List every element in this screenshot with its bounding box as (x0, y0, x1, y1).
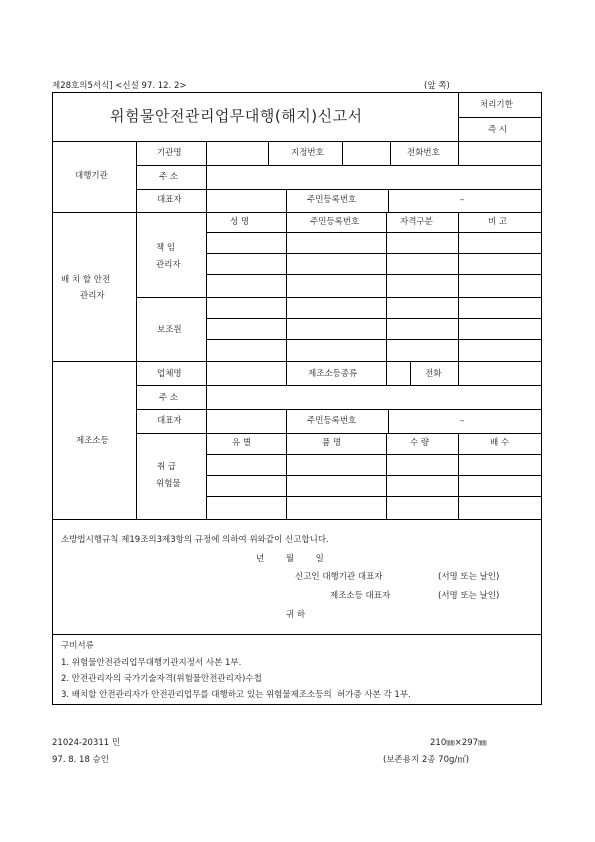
reporter-agency-rep: 신고인 대행기관 대표자 (295, 572, 383, 582)
handled-hazmat-label-2: 위험물 (156, 479, 181, 489)
hazmat-col-multiple: 배 수 (490, 438, 510, 448)
processing-label: 처리기한 (480, 100, 513, 110)
agency-representative-field[interactable] (207, 190, 285, 211)
reporter-facility-rep: 제조소등 대표자 (330, 591, 391, 601)
facility-type-label: 제조소등종류 (308, 369, 358, 379)
managers-col-qualification: 자격구분 (400, 217, 433, 227)
facility-company-label: 업체명 (157, 369, 182, 379)
attachments-title: 구비서류 (61, 641, 94, 651)
managers-col-note: 비 고 (488, 217, 508, 227)
declaration-statement: 소방법시행규칙 제19조의3제3항의 규정에 의하여 위와같이 신고합니다. (61, 535, 329, 545)
facility-phone-label: 전화 (425, 369, 442, 379)
form-number: 제28호의5서식] <신설 97. 12. 2> (52, 81, 187, 91)
declaration-date: 년 월 일 (256, 554, 324, 564)
agency-designation-field[interactable] (343, 142, 389, 164)
responsible-manager-label-2: 관리자 (156, 260, 181, 270)
managers-col-name: 성 명 (230, 217, 250, 227)
agency-address-field[interactable] (207, 166, 540, 188)
hazmat-col-item: 품 명 (322, 438, 342, 448)
facility-company-field[interactable] (207, 362, 285, 384)
form-title: 위험물안전관리업무대행(해지)신고서 (110, 107, 363, 125)
footer-paper-type: (보존용지 2종 70g/㎡) (383, 755, 470, 765)
agency-resident-no-dash: – (460, 195, 465, 205)
managers-section-label-2: 관리자 (80, 291, 105, 301)
agency-org-name-field[interactable] (207, 142, 267, 164)
facility-phone-field[interactable] (459, 362, 540, 384)
agency-section-label: 대행기관 (75, 171, 108, 181)
processing-value: 즉 시 (488, 125, 508, 135)
hazmat-col-quantity: 수 량 (410, 438, 430, 448)
assistant-label: 보조원 (157, 325, 182, 335)
hazmat-col-class: 유 별 (232, 438, 252, 448)
responsible-manager-label-1: 책 임 (156, 243, 176, 253)
agency-resident-no-label: 주민등록번호 (307, 195, 357, 205)
managers-col-resident: 주민등록번호 (310, 217, 360, 227)
facility-resident-no-dash: – (460, 416, 465, 426)
facility-resident-no-label: 주민등록번호 (307, 416, 357, 426)
facility-address-field[interactable] (207, 386, 540, 408)
footer-approval: 97. 8. 18 승인 (52, 755, 109, 765)
attachment-item: 2. 안전관리자의 국가기술자격(위험물안전관리자)수첩 (61, 674, 262, 684)
page-side-label: (앞 쪽) (424, 81, 450, 91)
agency-designation-label: 지정번호 (291, 148, 324, 158)
agency-representative-label: 대표자 (157, 195, 182, 205)
facility-address-label: 주 소 (159, 393, 179, 403)
facility-type-field[interactable] (387, 362, 409, 384)
reporter-agency-sign[interactable]: (서명 또는 날인) (438, 572, 500, 582)
addressee-suffix: 귀 하 (286, 610, 306, 620)
agency-phone-label: 전화번호 (407, 148, 440, 158)
agency-address-label: 주 소 (159, 172, 179, 182)
agency-phone-field[interactable] (459, 142, 540, 164)
footer-paper-size: 210㎜×297㎜ (430, 738, 487, 748)
attachment-item: 3. 배치할 안전관리자가 안전관리업무를 대행하고 있는 위험물제조소등의 허가증 사본 각 1부. (61, 690, 411, 700)
handled-hazmat-label-1: 취 급 (157, 462, 177, 472)
managers-section-label-1: 배 치 할 안전 (61, 275, 111, 285)
facility-section-label: 제조소등 (76, 436, 109, 446)
agency-org-name-label: 기관명 (157, 148, 182, 158)
facility-representative-label: 대표자 (157, 416, 182, 426)
reporter-facility-sign[interactable]: (서명 또는 날인) (438, 591, 500, 601)
attachment-item: 1. 위험물안전관리업무대행기관지정서 사본 1부. (61, 658, 242, 668)
facility-representative-field[interactable] (207, 410, 285, 432)
footer-code: 21024-20311 민 (52, 738, 121, 748)
